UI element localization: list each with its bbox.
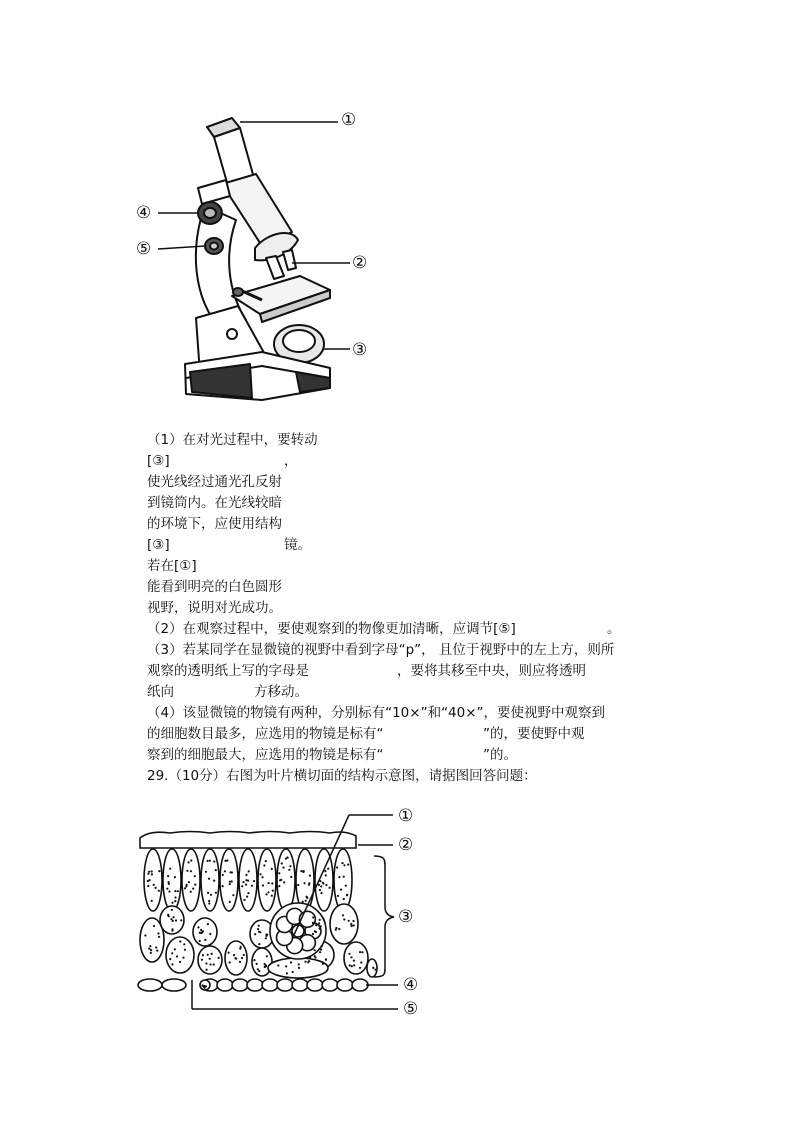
q1-line-8: 能看到明亮的白色圆形 xyxy=(147,579,282,595)
q3-line-3a: 纸向 xyxy=(147,684,174,700)
q4-line-2a: 的细胞数目最多，应选用的物镜是标有“ xyxy=(147,726,384,742)
leaf-label-1: ① xyxy=(398,806,414,826)
q2-line: （2）在观察过程中，要使观察到的物像更加清晰，应调节[⑤] xyxy=(147,621,516,637)
q4-line-2b: ”的，要使野中观 xyxy=(483,726,585,742)
q1-line-5: 的环境下，应使用结构 xyxy=(147,516,282,532)
q3-line-2b: ，要将其移至中央，则应将透明 xyxy=(397,663,586,679)
microscope-label-5: ⑤ xyxy=(136,239,152,259)
q1-line-9: 视野，说明对光成功。 xyxy=(147,600,282,616)
q3-line-1: （3）若某同学在显微镜的视野中看到字母“p”， 且位于视野中的左上方，则所 xyxy=(147,642,615,658)
microscope-label-3: ③ xyxy=(352,340,368,360)
q29-heading: 29.（10分）右图为叶片横切面的结构示意图，请据图回答问题： xyxy=(147,768,537,784)
microscope-label-4: ④ xyxy=(136,203,152,223)
microscope-label-2: ② xyxy=(352,253,368,273)
q1-line-7: 若在[①] xyxy=(147,558,197,574)
q1-line-6-tail: 镜。 xyxy=(284,537,311,553)
q1-line-4: 到镜筒内。在光线较暗 xyxy=(147,495,282,511)
q1-line-2: [③] xyxy=(147,453,170,469)
q4-line-1: （4）该显微镜的物镜有两种，分别标有“10×”和“40×”，要使视野中观察到 xyxy=(147,705,606,721)
q2-line-tail: 。 xyxy=(607,621,621,637)
q3-line-2a: 观察的透明纸上写的字母是 xyxy=(147,663,309,679)
q1-line-6: [③] xyxy=(147,537,170,553)
leaf-label-4: ④ xyxy=(403,975,419,995)
q3-line-3b: 方移动。 xyxy=(254,684,308,700)
q1-line-2-tail: ， xyxy=(284,453,298,469)
q4-line-3a: 察到的细胞最大，应选用的物镜是标有“ xyxy=(147,747,384,763)
q1-line-3: 使光线经过通光孔反射 xyxy=(147,474,282,490)
leaf-label-2: ② xyxy=(398,835,414,855)
microscope-label-1: ① xyxy=(341,110,357,130)
q4-line-3b: ”的。 xyxy=(483,747,517,763)
leaf-label-5: ⑤ xyxy=(403,999,419,1019)
q1-line-1: （1）在对光过程中，要转动 xyxy=(147,432,318,448)
leaf-label-3: ③ xyxy=(398,907,414,927)
